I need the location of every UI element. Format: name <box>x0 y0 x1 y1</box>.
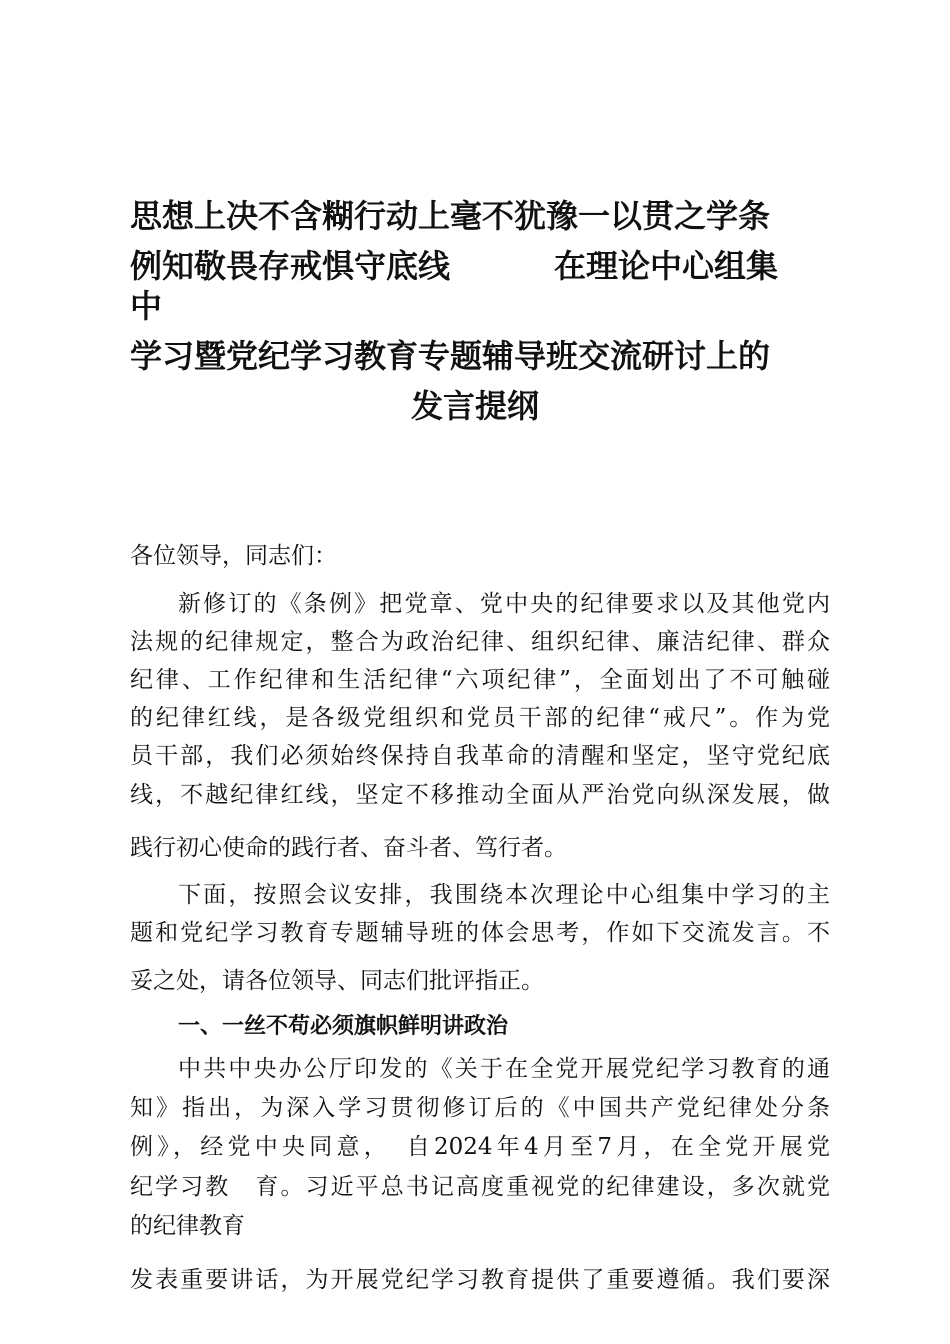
paragraph-line: 线，不越纪律红线，坚定不移推动全面从严治党向纵深发展，做 <box>130 782 830 808</box>
title-line-4: 学习暨党纪学习教育专题辅导班交流研讨上的 <box>130 337 771 375</box>
section-heading: 一、一丝不苟必须旗帜鲜明讲政治 <box>178 1014 509 1039</box>
paragraph-line: 例》，经党中央同意， 自2024年4月至7月，在全党开展党 <box>130 1134 830 1160</box>
title-line-2-part-a: 例知敬畏存戒惧守底线 <box>130 247 451 285</box>
paragraph-line: 员干部，我们必须始终保持自我革命的清醒和坚定，坚守党纪底 <box>130 743 830 769</box>
paragraph-line: 题和党纪学习教育专题辅导班的体会思考，作如下交流发言。不 <box>130 920 830 946</box>
title-line-1: 思想上决不含糊行动上毫不犹豫一以贯之学条 <box>130 197 771 235</box>
title-line-3: 中 <box>130 287 163 325</box>
paragraph-line: 下面，按照会议安排，我围绕本次理论中心组集中学习的主 <box>178 882 830 908</box>
title-line-2 <box>130 248 830 284</box>
title-line-2-part-b: 在理论中心组集 <box>554 247 779 285</box>
paragraph-line: 中共中央办公厅印发的《关于在全党开展党纪学习教育的通 <box>178 1056 830 1082</box>
paragraph-line: 纪学习教 育。习近平总书记高度重视党的纪律建设，多次就党 <box>130 1174 830 1200</box>
title-line-5: 发言提纲 <box>410 387 539 425</box>
paragraph-line: 法规的纪律规定，整合为政治纪律、组织纪律、廉洁纪律、群众 <box>130 629 830 655</box>
paragraph-line: 新修订的《条例》把党章、党中央的纪律要求以及其他党内 <box>178 591 830 617</box>
greeting: 各位领导，同志们： <box>130 543 337 569</box>
paragraph-line: 妥之处，请各位领导、同志们批评指正。 <box>130 968 544 994</box>
paragraph-line: 的纪律教育 <box>130 1213 245 1239</box>
paragraph-line: 发表重要讲话，为开展党纪学习教育提供了重要遵循。我们要深 <box>130 1267 830 1293</box>
paragraph-line: 践行初心使命的践行者、奋斗者、笃行者。 <box>130 835 567 861</box>
paragraph-line: 知》指出，为深入学习贯彻修订后的《中国共产党纪律处分条 <box>130 1095 830 1121</box>
paragraph-line: 纪律、工作纪律和生活纪律“六项纪律”，全面划出了不可触碰 <box>130 667 830 693</box>
paragraph-line: 的纪律红线，是各级党组织和党员干部的纪律“戒尺”。作为党 <box>130 705 830 731</box>
